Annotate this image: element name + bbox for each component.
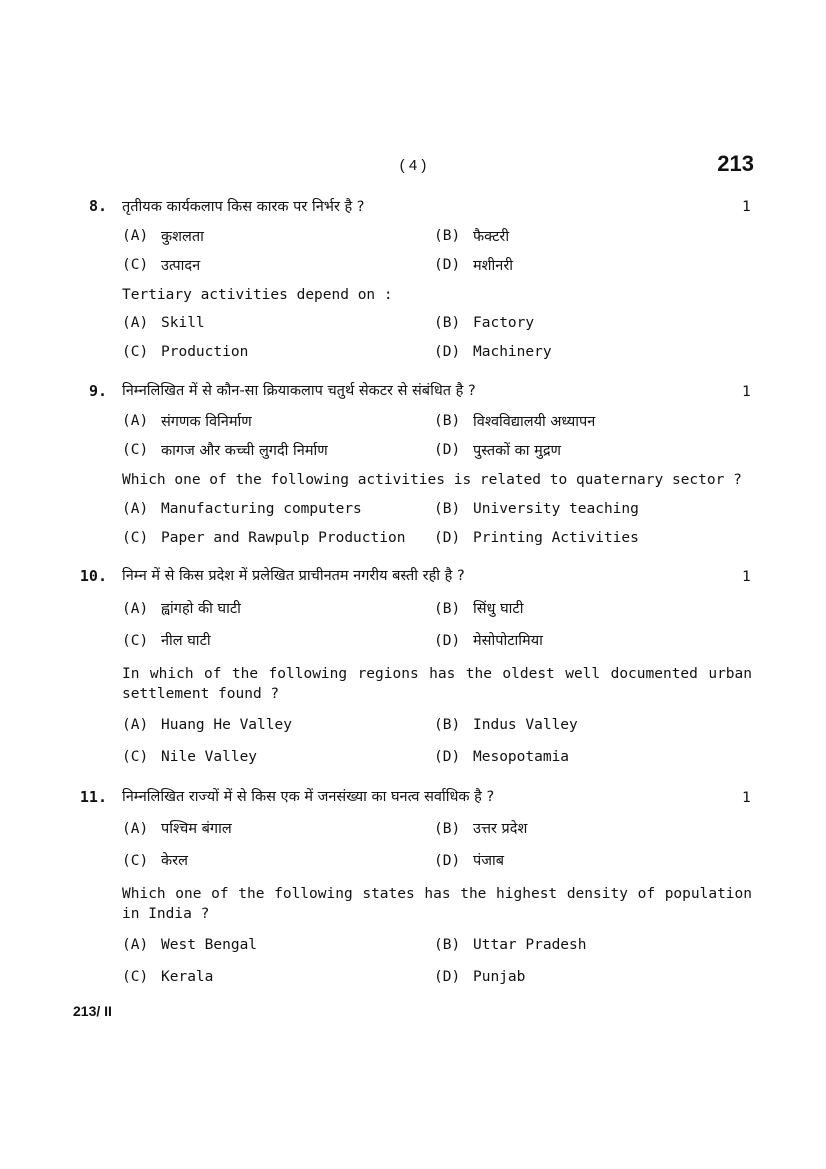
- option-label: (C): [122, 969, 149, 985]
- question-text-english: Which one of the following activities is related to quaternary sector ?: [122, 472, 742, 488]
- question-text-hindi: तृतीयक कार्यकलाप किस कारक पर निर्भर है ?: [122, 199, 365, 215]
- option-label: (A): [122, 315, 149, 331]
- option-label: (B): [434, 717, 461, 733]
- option-a-hindi: ह्वांगहो की घाटी: [161, 601, 241, 617]
- option-label: (B): [434, 601, 461, 617]
- option-c-hindi: कागज और कच्ची लुगदी निर्माण: [161, 443, 328, 459]
- option-label: (C): [122, 633, 149, 649]
- question-marks: 1: [742, 384, 751, 400]
- option-c-hindi: उत्पादन: [161, 258, 201, 274]
- option-b-english: University teaching: [473, 501, 639, 517]
- option-label: (A): [122, 937, 149, 953]
- question-number: 10.: [79, 567, 107, 585]
- option-a-english: Skill: [161, 315, 205, 331]
- option-a-english: Manufacturing computers: [161, 501, 362, 517]
- option-label: (B): [434, 821, 461, 837]
- option-a-hindi: संगणक विनिर्माण: [161, 414, 252, 430]
- question-number: 8.: [88, 197, 107, 215]
- option-label: (A): [122, 821, 149, 837]
- question-marks: 1: [742, 790, 751, 806]
- question-text-english: In which of the following regions has the oldest well documented urban settlement found ?: [122, 666, 752, 702]
- option-b-hindi: विश्वविद्यालयी अध्यापन: [473, 414, 596, 430]
- option-c-english: Nile Valley: [161, 749, 258, 765]
- option-label: (D): [434, 257, 461, 273]
- option-label: (D): [434, 344, 461, 360]
- option-d-english: Printing Activities: [473, 530, 639, 546]
- option-label: (B): [434, 413, 461, 429]
- option-c-hindi: नील घाटी: [161, 633, 211, 649]
- option-c-english: Paper and Rawpulp Production: [161, 530, 406, 546]
- option-b-hindi: फैक्टरी: [473, 229, 510, 245]
- question-text-english: Tertiary activities depend on :: [122, 287, 393, 303]
- option-label: (D): [434, 633, 461, 649]
- page-number: ( 4 ): [399, 157, 427, 174]
- option-b-hindi: उत्तर प्रदेश: [473, 821, 528, 837]
- option-label: (D): [434, 853, 461, 869]
- option-label: (A): [122, 717, 149, 733]
- option-label: (B): [434, 937, 461, 953]
- option-d-hindi: मशीनरी: [473, 258, 514, 274]
- option-label: (D): [434, 530, 461, 546]
- option-d-english: Punjab: [473, 969, 526, 985]
- question-marks: 1: [742, 569, 751, 585]
- option-a-english: West Bengal: [161, 937, 258, 953]
- option-a-hindi: कुशलता: [161, 229, 204, 245]
- option-label: (B): [434, 228, 461, 244]
- option-label: (A): [122, 501, 149, 517]
- option-label: (C): [122, 442, 149, 458]
- footer-code: 213/ II: [73, 1003, 112, 1019]
- option-b-english: Indus Valley: [473, 717, 578, 733]
- option-label: (B): [434, 315, 461, 331]
- option-label: (C): [122, 530, 149, 546]
- option-label: (A): [122, 601, 149, 617]
- option-c-english: Kerala: [161, 969, 214, 985]
- option-label: (D): [434, 969, 461, 985]
- option-a-english: Huang He Valley: [161, 717, 292, 733]
- option-d-hindi: मेसोपोटामिया: [473, 633, 543, 649]
- question-number: 11.: [79, 788, 107, 806]
- paper-code: 213: [717, 151, 754, 176]
- question-text-hindi: निम्नलिखित में से कौन-सा क्रियाकलाप चतुर्थ सेकटर से संबंधित है ?: [122, 383, 476, 399]
- option-c-hindi: केरल: [161, 853, 188, 869]
- option-label: (C): [122, 257, 149, 273]
- option-d-hindi: पंजाब: [473, 853, 505, 869]
- option-label: (A): [122, 413, 149, 429]
- question-text-english: Which one of the following states has the highest density of population in India ?: [122, 886, 752, 922]
- question-text-hindi: निम्नलिखित राज्यों में से किस एक में जनसंख्या का घनत्व सर्वाधिक है ?: [122, 789, 495, 805]
- option-label: (C): [122, 749, 149, 765]
- option-d-hindi: पुस्तकों का मुद्रण: [473, 443, 561, 459]
- option-label: (A): [122, 228, 149, 244]
- option-c-english: Production: [161, 344, 249, 360]
- option-a-hindi: पश्चिम बंगाल: [161, 821, 232, 837]
- option-b-english: Uttar Pradesh: [473, 937, 587, 953]
- option-label: (C): [122, 344, 149, 360]
- option-label: (C): [122, 853, 149, 869]
- option-b-hindi: सिंधु घाटी: [473, 601, 524, 617]
- option-label: (D): [434, 749, 461, 765]
- option-label: (D): [434, 442, 461, 458]
- option-d-english: Mesopotamia: [473, 749, 570, 765]
- question-marks: 1: [742, 199, 751, 215]
- question-text-hindi: निम्न में से किस प्रदेश में प्रलेखित प्राचीनतम नगरीय बस्ती रही है ?: [122, 568, 465, 584]
- option-b-english: Factory: [473, 315, 535, 331]
- option-label: (B): [434, 501, 461, 517]
- option-d-english: Machinery: [473, 344, 552, 360]
- question-number: 9.: [88, 382, 107, 400]
